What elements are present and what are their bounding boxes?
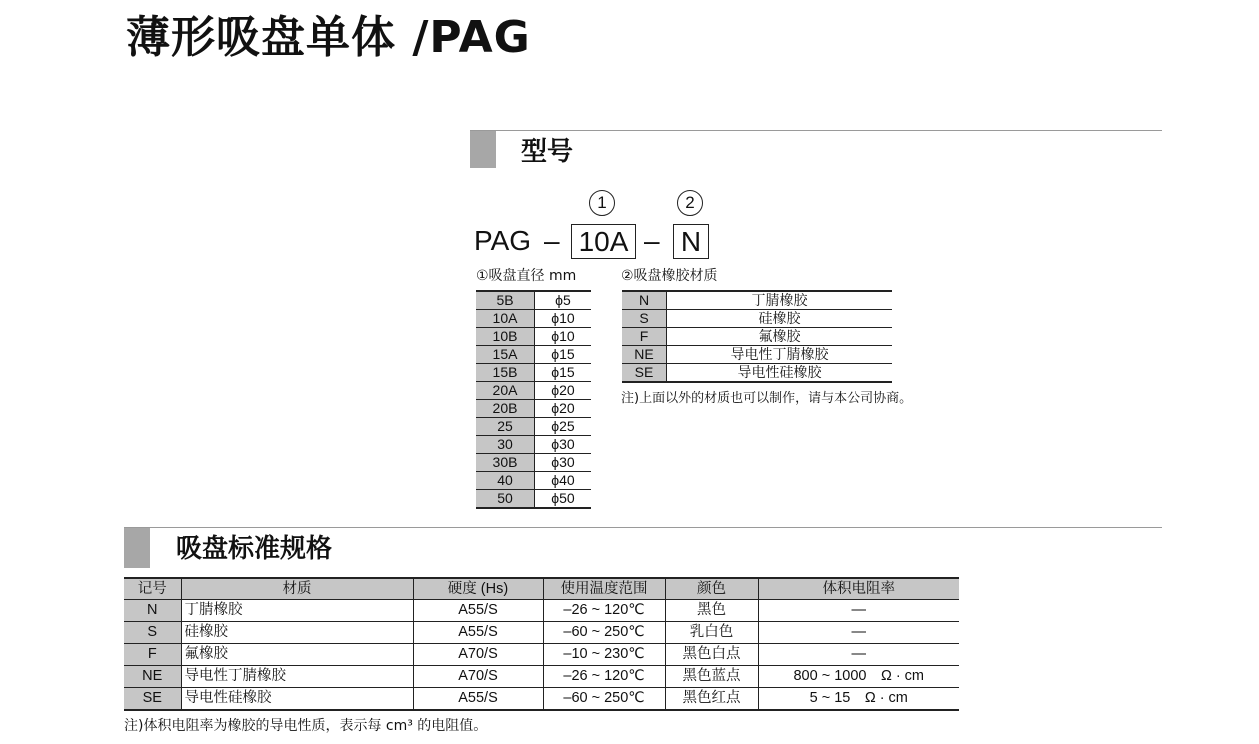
column-header-hardness: 硬度 (Hs): [413, 578, 543, 600]
table-row: [476, 291, 591, 310]
table-row: [476, 418, 591, 436]
temperature-cell: –26 ~ 120℃: [543, 600, 665, 622]
hardness-cell: A55/S: [413, 688, 543, 711]
material-code: F: [622, 328, 667, 346]
spec-section-rule: [124, 527, 1162, 528]
table-row: [476, 328, 591, 346]
diameter-code: 20B: [476, 400, 535, 418]
table-row: [476, 382, 591, 400]
model-section-marker: [470, 131, 496, 168]
diameter-code: 15B: [476, 364, 535, 382]
resistivity-cell: 5 ~ 15 Ω · cm: [758, 688, 959, 711]
diameter-value: ϕ10: [535, 328, 592, 346]
resistivity-cell: —: [758, 622, 959, 644]
diameter-value: ϕ30: [535, 454, 592, 472]
material-code: SE: [622, 364, 667, 383]
diameter-value: ϕ5: [535, 291, 592, 310]
model-section-heading: 型号: [521, 137, 574, 167]
diameter-code: 20A: [476, 382, 535, 400]
resistivity-cell: —: [758, 600, 959, 622]
table-row: [476, 436, 591, 454]
table-row: [124, 622, 959, 644]
model-dash-2: –: [644, 225, 660, 256]
size-code-box: 10A: [571, 224, 636, 259]
diameter-code: 25: [476, 418, 535, 436]
table-row: [124, 666, 959, 688]
option-1-marker: 1: [589, 190, 615, 216]
table-header-row: [124, 578, 959, 600]
symbol-cell: F: [124, 644, 181, 666]
table-row: [124, 644, 959, 666]
material-cell: 导电性硅橡胶: [181, 688, 413, 711]
column-header-material: 材质: [181, 578, 413, 600]
material-code: N: [622, 291, 667, 310]
color-cell: 黑色红点: [665, 688, 758, 711]
diameter-code: 10A: [476, 310, 535, 328]
spec-section-marker: [124, 528, 150, 568]
resistivity-cell: 800 ~ 1000 Ω · cm: [758, 666, 959, 688]
diameter-value: ϕ15: [535, 346, 592, 364]
table-row: [476, 472, 591, 490]
table-row: [476, 490, 591, 509]
column-header-temperature: 使用温度范围: [543, 578, 665, 600]
material-name: 导电性硅橡胶: [667, 364, 893, 383]
diameter-value: ϕ20: [535, 400, 592, 418]
color-cell: 黑色白点: [665, 644, 758, 666]
table-row: [622, 291, 892, 310]
material-table: [622, 290, 892, 383]
material-note: 注)上面以外的材质也可以制作，请与本公司协商。: [621, 391, 913, 406]
diameter-value: ϕ15: [535, 364, 592, 382]
option-2-marker: 2: [677, 190, 703, 216]
hardness-cell: A55/S: [413, 600, 543, 622]
table-row: [622, 310, 892, 328]
material-name: 导电性丁腈橡胶: [667, 346, 893, 364]
table-row: [622, 364, 892, 383]
temperature-cell: –60 ~ 250℃: [543, 622, 665, 644]
hardness-cell: A70/S: [413, 666, 543, 688]
temperature-cell: –60 ~ 250℃: [543, 688, 665, 711]
color-cell: 黑色: [665, 600, 758, 622]
resistivity-note: 注)体积电阻率为橡胶的导电性质，表示每 cm³ 的电阻值。: [124, 718, 488, 734]
diameter-code: 30: [476, 436, 535, 454]
material-cell: 导电性丁腈橡胶: [181, 666, 413, 688]
column-header-symbol: 记号: [124, 578, 181, 600]
color-cell: 乳白色: [665, 622, 758, 644]
material-code: NE: [622, 346, 667, 364]
material-caption: ②吸盘橡胶材质: [621, 268, 718, 284]
symbol-cell: NE: [124, 666, 181, 688]
material-cell: 氟橡胶: [181, 644, 413, 666]
temperature-cell: –26 ~ 120℃: [543, 666, 665, 688]
column-header-resistivity: 体积电阻率: [758, 578, 959, 600]
diameter-code: 30B: [476, 454, 535, 472]
diameter-table: [476, 290, 591, 509]
diameter-value: ϕ50: [535, 490, 592, 509]
material-cell: 丁腈橡胶: [181, 600, 413, 622]
diameter-value: ϕ25: [535, 418, 592, 436]
diameter-value: ϕ20: [535, 382, 592, 400]
model-section-rule: [470, 130, 1162, 131]
diameter-value: ϕ10: [535, 310, 592, 328]
material-name: 丁腈橡胶: [667, 291, 893, 310]
table-row: [124, 688, 959, 711]
temperature-cell: –10 ~ 230℃: [543, 644, 665, 666]
table-row: [476, 310, 591, 328]
hardness-cell: A55/S: [413, 622, 543, 644]
material-code: S: [622, 310, 667, 328]
spec-section-heading: 吸盘标准规格: [176, 534, 333, 564]
color-cell: 黑色蓝点: [665, 666, 758, 688]
diameter-code: 40: [476, 472, 535, 490]
material-name: 氟橡胶: [667, 328, 893, 346]
table-row: [622, 346, 892, 364]
model-prefix: PAG: [474, 225, 532, 256]
column-header-color: 颜色: [665, 578, 758, 600]
spec-table: [124, 577, 959, 711]
table-row: [622, 328, 892, 346]
diameter-value: ϕ40: [535, 472, 592, 490]
resistivity-cell: —: [758, 644, 959, 666]
model-dash-1: –: [544, 225, 560, 256]
hardness-cell: A70/S: [413, 644, 543, 666]
symbol-cell: S: [124, 622, 181, 644]
page-title: 薄形吸盘单体 /PAG: [126, 12, 531, 63]
diameter-code: 50: [476, 490, 535, 509]
diameter-code: 15A: [476, 346, 535, 364]
diameter-code: 10B: [476, 328, 535, 346]
table-row: [476, 346, 591, 364]
material-name: 硅橡胶: [667, 310, 893, 328]
table-row: [476, 364, 591, 382]
material-cell: 硅橡胶: [181, 622, 413, 644]
table-row: [124, 600, 959, 622]
table-row: [476, 400, 591, 418]
symbol-cell: SE: [124, 688, 181, 711]
symbol-cell: N: [124, 600, 181, 622]
diameter-caption: ①吸盘直径 mm: [476, 268, 577, 284]
table-row: [476, 454, 591, 472]
diameter-code: 5B: [476, 291, 535, 310]
diameter-value: ϕ30: [535, 436, 592, 454]
material-code-box: N: [673, 224, 709, 259]
